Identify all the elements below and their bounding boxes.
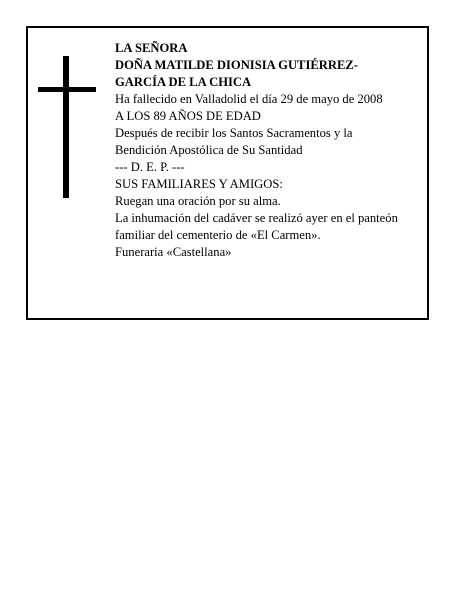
sacraments-line-2: Bendición Apostólica de Su Santidad <box>115 143 303 157</box>
prayer-request: Ruegan una oración por su alma. <box>115 194 281 208</box>
deceased-name-line-2: GARCÍA DE LA CHICA <box>115 75 252 89</box>
burial-line-1: La inhumación del cadáver se realizó ayer en el panteón <box>115 211 398 225</box>
title-line: LA SEÑORA <box>115 41 188 55</box>
cross-horizontal-bar <box>38 87 96 92</box>
family-heading: SUS FAMILIARES Y AMIGOS: <box>115 177 283 191</box>
latin-cross-icon <box>38 56 96 198</box>
funeral-home: Funeraria «Castellana» <box>115 245 232 259</box>
obituary-notice <box>26 26 429 320</box>
cross-vertical-bar <box>63 56 69 198</box>
sacraments-line-1: Después de recibir los Santos Sacramentos y la <box>115 126 353 140</box>
notice-text <box>115 40 423 261</box>
death-place-date: Ha fallecido en Valladolid el día 29 de mayo de 2008 <box>115 92 383 106</box>
age-at-death: A LOS 89 AÑOS DE EDAD <box>115 109 261 123</box>
rip-line: --- D. E. P. --- <box>115 160 185 174</box>
burial-line-2: familiar del cementerio de «El Carmen». <box>115 228 321 242</box>
deceased-name-line-1: DOÑA MATILDE DIONISIA GUTIÉRREZ- <box>115 58 358 72</box>
